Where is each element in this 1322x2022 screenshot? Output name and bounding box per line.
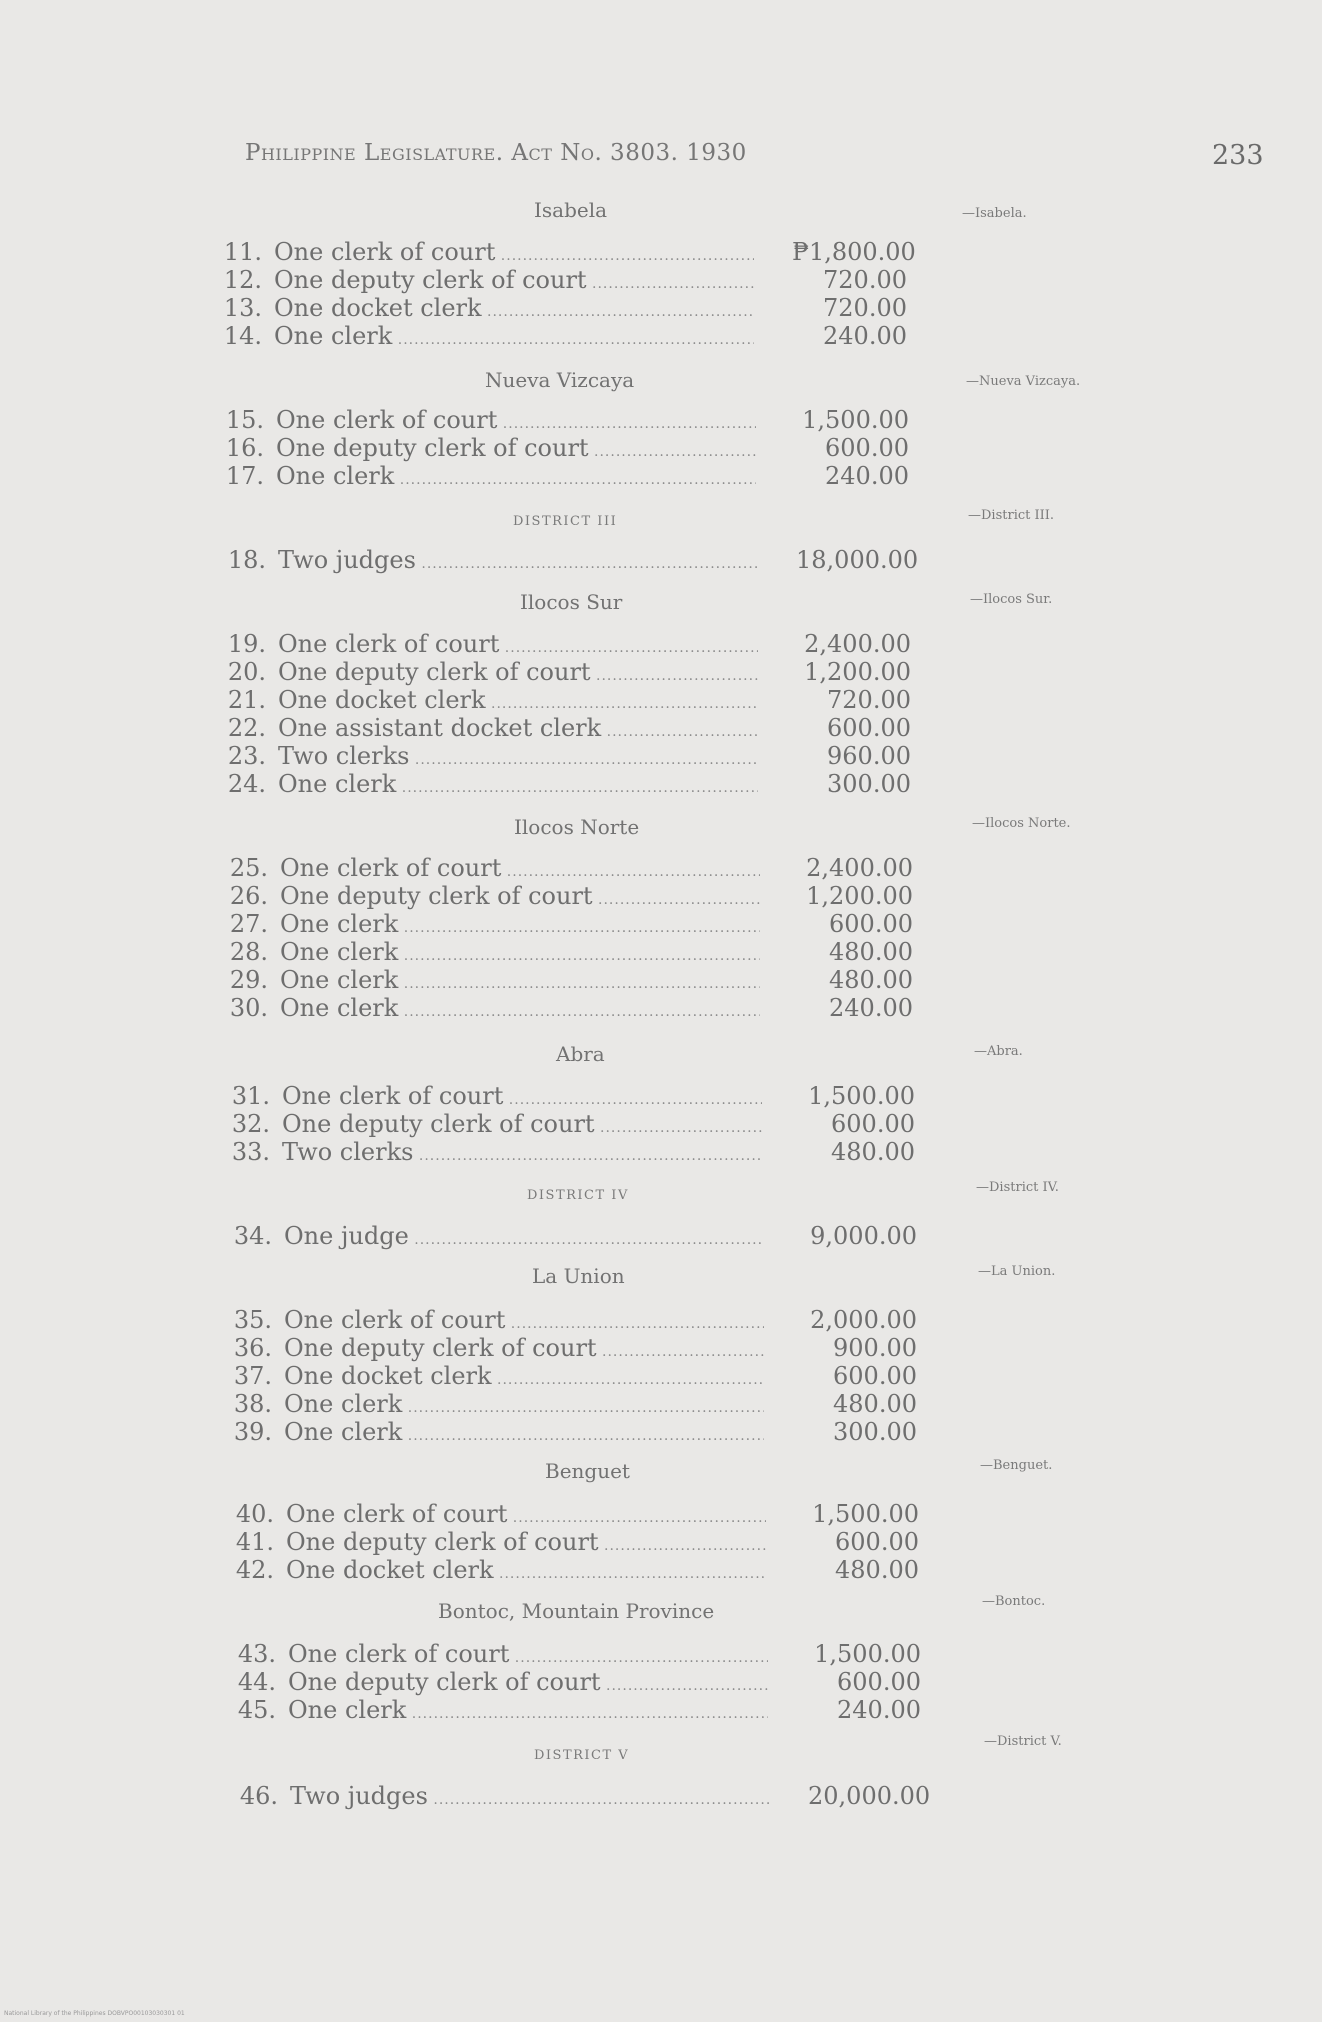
section-heading-district-v: DISTRICT V [534,1748,630,1763]
margin-note-ilocos-sur: —Ilocos Sur. [970,592,1053,607]
scanned-page: Philippine Legislature. Act No. 3803. 1930 233 Isabela —Isabela. Nueva Vizcaya —Nueva Vizcaya. DISTRICT III —District III. Ilocos Sur —Ilocos Sur. Ilocos Norte —Ilocos Norte. Abra —Abra. DISTRICT IV —District IV. La Union —La Union. Benguet —Benguet. Bontoc, Mountain Province —Bontoc. DISTRICT V —District V. 11. One clerk of court ..... ₱1,800.00 12. One deputy clerk of court ..... 720.00 13. One docket clerk ..... 720.00 14. One clerk ..... 240.00 15. One clerk of court ..... 1,500.00 16. One deputy clerk of court ..... 600.00 17. One clerk ..... 240.00 18. Two judges ..... 18,000.00 19. One clerk of court ..... 2,400.00 20. One deputy clerk of court ..... 1,200.00 21. One docket clerk ..... 720.00 22. One assistant docket clerk ..... 600.00 23. Two clerks ..... 960.00 24. One clerk ..... 300.00 25. One clerk of court ..... 2,400.00 26. One deputy clerk of court ..... 1,200.00 27. One clerk ..... 600.00 28. One clerk ..... 480.00 29. One clerk ..... 480.00 30. One clerk ..... 240.00 31. One clerk of court ..... 1,500.00 32. One deputy clerk of court ..... 600.00 33. Two clerks ..... 480.00 34. One judge ..... 9,000.00 35. One clerk of court ..... 2,000.00 36. One deputy clerk of court ..... 900.00 37. One docket clerk ..... 600.00 38. One clerk ..... 480.00 39. One clerk ..... 300.00 40. One clerk of court ..... 1,500.00 41. One deputy clerk of court ..... 600.00 42. One docket clerk ..... 480.00 43. One clerk of court ..... 1,500.00 44. One deputy clerk of court ..... 600.00 45. One clerk ..... 240.00 46. Two judges ..... 20,000.00 National Library of the Philippines DOBVPO00103030301 01 [0,0,1322,2022]
margin-note-isabela: —Isabela. [962,206,1027,221]
margin-note-bontoc: —Bontoc. [982,1594,1046,1609]
section-heading-ilocos-sur: Ilocos Sur [520,590,623,614]
margin-note-la-union: —La Union. [978,1264,1056,1279]
section-heading-isabela: Isabela [534,198,608,222]
margin-note-benguet: —Benguet. [980,1458,1053,1473]
section-heading-ilocos-norte: Ilocos Norte [514,815,640,839]
scan-credit: National Library of the Philippines DOBVPO00103030301 01 [4,2010,185,2017]
section-heading-abra: Abra [556,1042,605,1066]
margin-note-district-iv: —District IV. [976,1180,1059,1195]
section-heading-bontoc: Bontoc, Mountain Province [438,1599,715,1623]
margin-note-ilocos-norte: —Ilocos Norte. [972,816,1071,831]
margin-note-district-iii: —District III. [968,508,1055,523]
section-heading-nueva-vizcaya: Nueva Vizcaya [485,368,635,392]
page-header [0,140,1322,180]
section-heading-district-iii: DISTRICT III [513,514,618,529]
page-number: 233 [1212,140,1264,171]
section-heading-benguet: Benguet [545,1459,630,1483]
margin-note-nueva-vizcaya: —Nueva Vizcaya. [966,374,1081,389]
margin-note-district-v: —District V. [984,1734,1062,1749]
section-heading-la-union: La Union [532,1264,625,1288]
section-heading-district-iv: DISTRICT IV [527,1188,629,1203]
margin-note-abra: —Abra. [974,1044,1023,1059]
running-title: Philippine Legislature. Act No. 3803. 1930 [245,140,747,166]
